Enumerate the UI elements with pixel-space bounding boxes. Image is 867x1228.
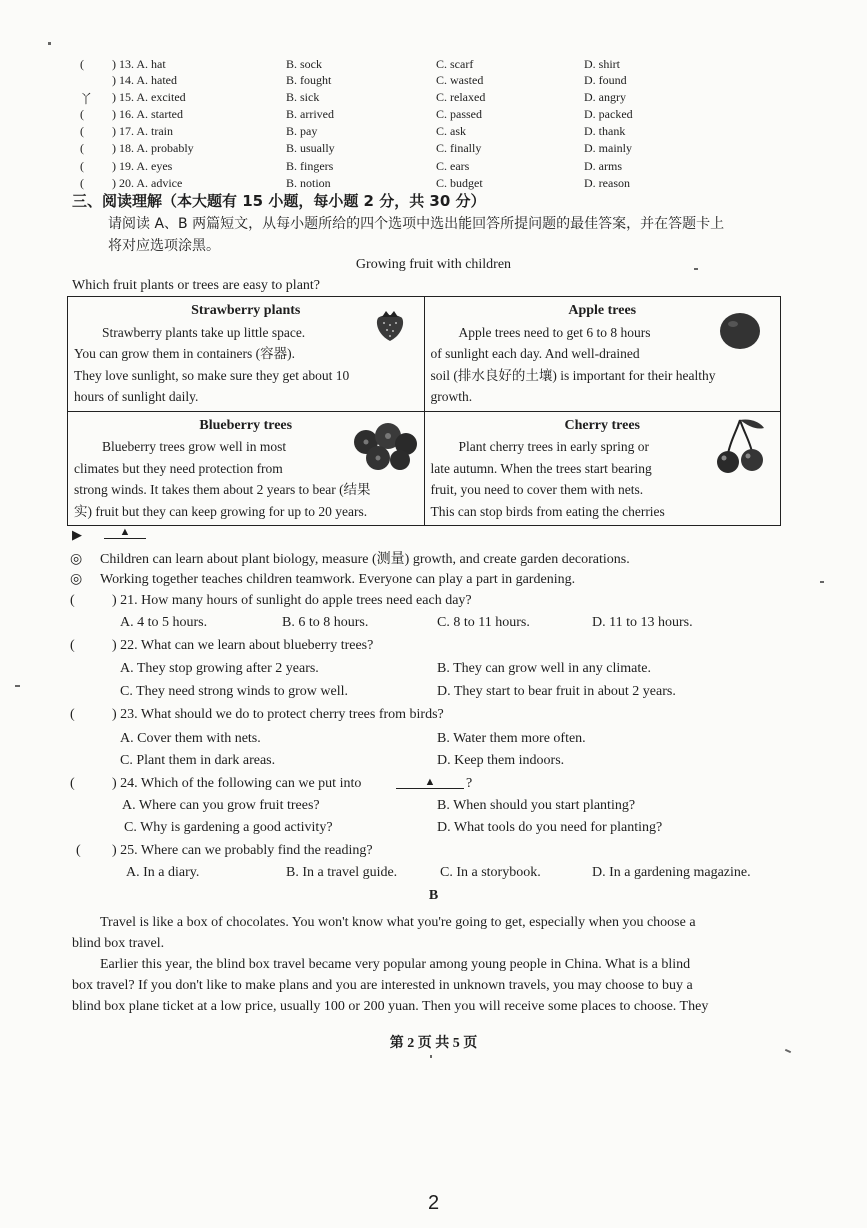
option-d[interactable]: D. They start to bear fruit in about 2 years. <box>437 684 676 699</box>
bullet-circle-icon: ◎ <box>70 552 83 567</box>
cell-line: of sunlight each day. And well-drained <box>430 346 640 361</box>
cloze-row <box>70 159 770 175</box>
cloze-row <box>70 124 770 140</box>
blueberry-icon <box>350 420 420 472</box>
passage-a-title: Growing fruit with children <box>355 257 512 272</box>
option-c[interactable]: C. relaxed <box>436 90 486 104</box>
paragraph-line: Travel is like a box of chocolates. You won't know what you're going to get, especially when you choose a <box>100 915 696 930</box>
option-d[interactable]: D. 11 to 13 hours. <box>592 615 693 630</box>
option-b[interactable]: B. 6 to 8 hours. <box>282 615 369 630</box>
section-title: 三、阅读理解（本大题有 15 小题，每小题 2 分，共 30 分） <box>72 192 486 210</box>
cell-line: You can grow them in containers (容器). <box>74 346 295 361</box>
option-b[interactable]: B. sock <box>286 57 322 71</box>
cherry-icon <box>710 416 770 476</box>
cloze-row <box>70 73 770 89</box>
option-a[interactable]: ) 18. A. probably <box>112 141 194 155</box>
paragraph-line: box travel? If you don't like to make plans and you are interested in unknown travels, you may choose to buy a <box>72 978 693 993</box>
bullet-text: Children can learn about plant biology, measure (测量) growth, and create garden decorations. <box>100 552 630 567</box>
option-c[interactable]: C. Plant them in dark areas. <box>120 753 276 768</box>
cell-line: growth. <box>430 389 473 404</box>
option-b[interactable]: B. fingers <box>286 159 334 173</box>
instruction-line-1: 请阅读 A、B 两篇短文，从每小题所给的四个选项中选出能回答所提问题的最佳答案，并在答题卡上 <box>108 216 725 232</box>
passage-b-body <box>72 912 782 1017</box>
option-d[interactable]: D. arms <box>584 159 622 173</box>
option-d[interactable]: D. mainly <box>584 141 632 155</box>
blank-marker: ▲ <box>396 776 464 789</box>
answer-paren[interactable]: 丫 <box>80 92 93 106</box>
cell-line: Apple trees need to get 6 to 8 hours <box>458 324 651 340</box>
passage-b-label: B <box>428 888 439 903</box>
scan-speck <box>694 268 698 270</box>
answer-paren[interactable]: ( <box>70 593 75 608</box>
cloze-row <box>70 90 770 106</box>
cell-line: hours of sunlight daily. <box>74 389 199 404</box>
cell-title: Blueberry trees <box>199 417 293 433</box>
fruit-table <box>67 296 781 526</box>
option-d[interactable]: D. thank <box>584 124 626 138</box>
option-c[interactable]: C. wasted <box>436 73 484 87</box>
scan-speck <box>430 1055 432 1058</box>
strawberry-icon <box>372 309 408 343</box>
blueberry-cell <box>68 411 425 526</box>
option-d[interactable]: D. reason <box>584 176 630 190</box>
option-b[interactable]: B. fought <box>286 73 332 87</box>
option-a[interactable]: ) 19. A. eyes <box>112 159 173 173</box>
option-a[interactable]: A. Cover them with nets. <box>120 731 261 746</box>
option-d[interactable]: D. found <box>584 73 627 87</box>
option-b[interactable]: B. When should you start planting? <box>437 798 636 813</box>
option-c[interactable]: C. ask <box>436 124 466 138</box>
cell-title: Cherry trees <box>564 417 641 433</box>
bullet-item <box>70 548 630 568</box>
question-stem: ) 24. Which of the following can we put into <box>112 776 362 791</box>
answer-paren[interactable]: ( <box>80 141 84 155</box>
scan-speck <box>820 581 824 583</box>
cell-line: Blueberry trees grow well in most <box>102 439 287 454</box>
option-c[interactable]: C. scarf <box>436 57 474 71</box>
option-d[interactable]: D. In a gardening magazine. <box>592 865 751 880</box>
option-d[interactable]: D. Keep them indoors. <box>437 753 565 768</box>
bullet-circle-icon: ◎ <box>70 572 83 587</box>
option-a[interactable]: ) 16. A. started <box>112 107 183 121</box>
option-b[interactable]: B. arrived <box>286 107 334 121</box>
option-c[interactable]: C. ears <box>436 159 470 173</box>
apple-cell <box>424 297 781 412</box>
apple-icon <box>718 309 762 351</box>
cell-line: fruit, you need to cover them with nets. <box>430 482 644 497</box>
option-c[interactable]: C. 8 to 11 hours. <box>437 615 530 630</box>
option-a[interactable]: A. In a diary. <box>126 865 200 880</box>
cloze-row <box>70 57 770 73</box>
question-stem: ) 22. What can we learn about blueberry trees? <box>112 638 374 653</box>
paragraph-line: blind box travel. <box>72 936 165 951</box>
cell-line: strong winds. It takes them about 2 years to bear (结果 <box>74 482 371 497</box>
option-a[interactable]: ) 15. A. excited <box>112 90 186 104</box>
scan-page-number: 2 <box>427 1192 440 1214</box>
answer-paren[interactable]: ( <box>70 707 75 722</box>
question-25 <box>70 843 790 863</box>
bullet-text: Working together teaches children teamwork. Everyone can play a part in gardening. <box>100 572 576 587</box>
cell-title: Apple trees <box>568 303 637 318</box>
option-d[interactable]: D. What tools do you need for planting? <box>437 820 663 835</box>
question-24 <box>70 776 790 796</box>
option-d[interactable]: D. shirt <box>584 57 620 71</box>
question-22 <box>70 638 790 658</box>
option-c[interactable]: C. They need strong winds to grow well. <box>120 684 348 699</box>
option-b[interactable]: B. In a travel guide. <box>286 865 398 880</box>
cell-line: Strawberry plants take up little space. <box>102 324 306 340</box>
scan-speck <box>15 685 20 687</box>
option-a[interactable]: ) 17. A. train <box>112 124 173 138</box>
option-b[interactable]: B. sick <box>286 90 320 104</box>
paragraph-line: blind box plane ticket at a low price, usually 100 or 200 yuan. Then you will receive some places to choose. They <box>72 999 709 1014</box>
option-d[interactable]: D. angry <box>584 90 626 104</box>
option-a[interactable]: A. They stop growing after 2 years. <box>120 661 319 676</box>
option-a[interactable]: ) 20. A. advice <box>112 176 183 190</box>
instruction-line-2: 将对应选项涂黑。 <box>108 238 220 254</box>
option-d[interactable]: D. packed <box>584 107 633 121</box>
option-b[interactable]: B. They can grow well in any climate. <box>437 661 651 676</box>
question-21 <box>70 593 790 613</box>
option-c[interactable]: C. In a storybook. <box>440 865 541 880</box>
paragraph-line: Earlier this year, the blind box travel became very popular among young people in China. What is a blind <box>100 957 691 972</box>
cherry-cell <box>424 411 781 526</box>
question-stem: ) 23. What should we do to protect cherry trees from birds? <box>112 707 444 722</box>
cell-line: soil (排水良好的土壤) is important for their healthy <box>430 367 716 383</box>
answer-paren[interactable]: ( <box>80 107 84 121</box>
question-stem: ) 25. Where can we probably find the reading? <box>112 843 373 858</box>
answer-paren[interactable]: ( <box>76 843 81 858</box>
option-a[interactable]: ) 13. A. hat <box>112 57 166 71</box>
arrow-right-icon: ▶ <box>72 527 82 542</box>
cell-line: 实) fruit but they can keep growing for up to 20 years. <box>74 503 368 519</box>
option-c[interactable]: C. passed <box>436 107 482 121</box>
option-a[interactable]: ) 14. A. hated <box>112 73 177 87</box>
option-a[interactable]: A. 4 to 5 hours. <box>120 615 208 630</box>
cloze-row <box>70 141 770 157</box>
question-stem: ) 21. How many hours of sunlight do apple trees need each day? <box>112 593 472 608</box>
option-c[interactable]: C. Why is gardening a good activity? <box>124 820 333 835</box>
option-c[interactable]: C. budget <box>436 176 483 190</box>
question-23 <box>70 707 790 727</box>
option-b[interactable]: B. usually <box>286 141 335 155</box>
cell-line: They love sunlight, so make sure they get about 10 <box>74 367 350 383</box>
answer-paren[interactable]: ( <box>80 176 84 190</box>
passage-a-question: Which fruit plants or trees are easy to plant? <box>72 278 321 293</box>
cell-line: Plant cherry trees in early spring or <box>458 439 649 454</box>
option-b[interactable]: B. notion <box>286 176 331 190</box>
scan-speck <box>48 42 51 45</box>
cell-title: Strawberry plants <box>191 303 301 318</box>
blank-marker: ▲ <box>104 526 146 539</box>
bullet-item <box>70 571 575 588</box>
option-b[interactable]: B. Water them more often. <box>437 731 586 746</box>
option-c[interactable]: C. finally <box>436 141 482 155</box>
answer-paren[interactable]: ( <box>80 159 84 173</box>
answer-paren[interactable]: ( <box>80 57 84 71</box>
answer-paren[interactable]: ( <box>70 638 75 653</box>
question-stem-tail: ? <box>466 776 473 791</box>
answer-paren[interactable]: ( <box>70 776 75 791</box>
cloze-row <box>70 107 770 123</box>
answer-paren[interactable]: ( <box>80 124 84 138</box>
page-footer: 第 2 页 共 5 页 <box>389 1036 478 1051</box>
cell-line: This can stop birds from eating the cherries <box>430 503 665 519</box>
cell-line: late autumn. When the trees start bearing <box>430 460 652 476</box>
option-b[interactable]: B. pay <box>286 124 318 138</box>
option-a[interactable]: A. Where can you grow fruit trees? <box>122 798 320 813</box>
strawberry-cell <box>68 297 425 412</box>
cell-line: climates but they need protection from <box>74 460 283 476</box>
